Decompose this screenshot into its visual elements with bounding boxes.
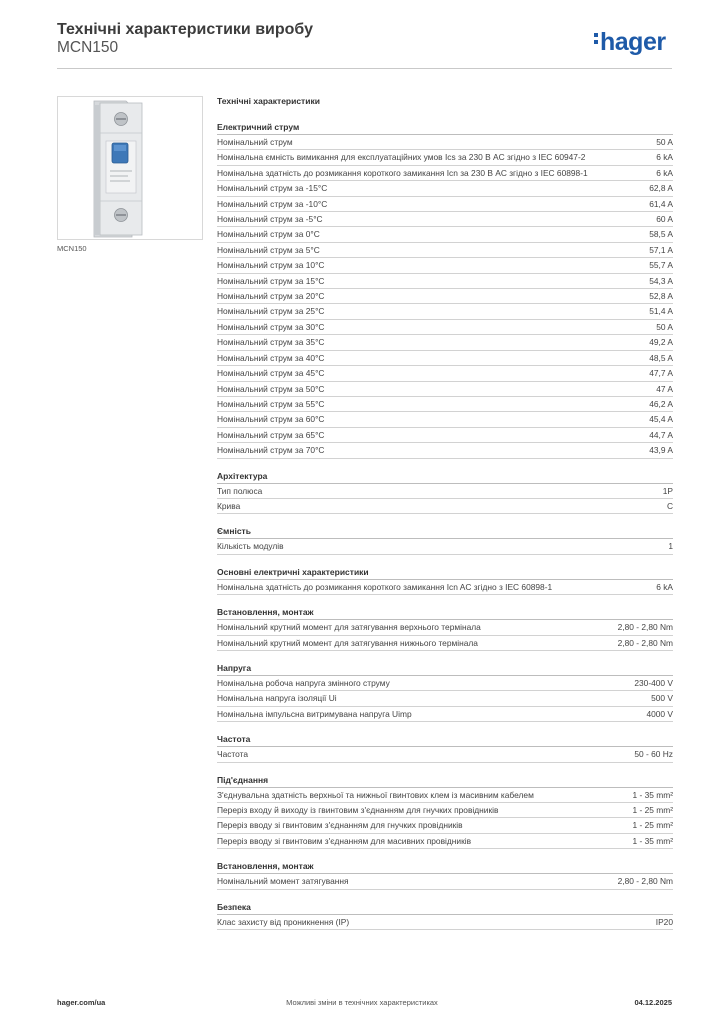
spec-row [217, 351, 673, 366]
spec-label: Номінальна здатність до розмикання короткого замикання Icn за 230 В AC згідно з IEC 60898-1 [217, 167, 588, 178]
spec-label: Клас захисту від проникнення (IP) [217, 916, 350, 927]
spec-row [217, 484, 673, 499]
spec-section [217, 471, 673, 515]
footer-date: 04.12.2025 [634, 998, 672, 1007]
spec-row [217, 150, 673, 165]
section-title: Електричний струм [217, 122, 673, 135]
spec-label: Номінальний струм за 20°C [217, 291, 325, 302]
spec-label: Номінальна робоча напруга змінного струму [217, 677, 390, 688]
spec-value: 49,2 A [649, 337, 673, 348]
spec-value: 44,7 A [649, 429, 673, 440]
logo-colon-icon [594, 33, 598, 47]
spec-row [217, 135, 673, 150]
header-divider [57, 68, 672, 69]
spec-label: Номінальний струм за 25°C [217, 306, 325, 317]
spec-row [217, 243, 673, 258]
section-title: Основні електричні характеристики [217, 567, 673, 580]
spec-section [217, 775, 673, 850]
spec-value: 43,9 A [649, 445, 673, 456]
spec-row [217, 539, 673, 554]
product-image [57, 96, 203, 240]
spec-value: 230-400 V [634, 677, 673, 688]
spec-label: Номінальний струм за 50°C [217, 383, 325, 394]
spec-value: 1 - 25 mm² [632, 820, 673, 831]
logo-text: hager [600, 28, 666, 56]
spec-section [217, 526, 673, 554]
spec-row [217, 707, 673, 722]
spec-row [217, 197, 673, 212]
spec-row [217, 636, 673, 651]
spec-value: 2,80 - 2,80 Nm [617, 876, 673, 887]
spec-value: 4000 V [646, 708, 673, 719]
spec-row [217, 166, 673, 181]
spec-row [217, 227, 673, 242]
spec-row [217, 428, 673, 443]
spec-row [217, 499, 673, 514]
spec-row [217, 874, 673, 889]
spec-value: 50 A [656, 137, 673, 147]
spec-value: IP20 [655, 916, 673, 927]
spec-row [217, 676, 673, 691]
spec-value: 6 kA [656, 167, 673, 178]
spec-section [217, 122, 673, 459]
spec-label: Номінальний струм за 10°C [217, 260, 325, 271]
spec-value: 50 - 60 Hz [634, 749, 673, 760]
section-title: Ємність [217, 526, 673, 539]
spec-value: 60 A [656, 214, 673, 225]
spec-label: Крива [217, 500, 241, 511]
page-title: Технічні характеристики виробу [57, 21, 313, 38]
specs-heading: Технічні характеристики [217, 96, 320, 106]
spec-row [217, 258, 673, 273]
spec-row [217, 212, 673, 227]
spec-row [217, 382, 673, 397]
spec-label: Номінальний струм за -10°C [217, 198, 328, 209]
spec-label: Номінальна імпульсна витримувана напруга Uimp [217, 708, 412, 719]
spec-row [217, 335, 673, 350]
footer-note: Можливі зміни в технічних характеристиках [286, 998, 438, 1007]
spec-label: Номінальний крутний момент для затягування нижнього термінала [217, 637, 478, 648]
spec-value: 1 - 25 mm² [632, 805, 673, 815]
spec-row [217, 397, 673, 412]
spec-value: 6 kA [656, 581, 673, 592]
spec-value: 46,2 A [649, 398, 673, 409]
spec-row [217, 580, 673, 595]
spec-row [217, 443, 673, 458]
spec-label: Номінальний струм за 60°C [217, 414, 325, 425]
spec-value: 2,80 - 2,80 Nm [617, 637, 673, 648]
spec-row [217, 181, 673, 196]
spec-label: Номінальний крутний момент для затягування верхнього термінала [217, 622, 481, 633]
spec-value: 51,4 A [649, 306, 673, 317]
spec-value: 58,5 A [649, 229, 673, 240]
section-title: Встановлення, монтаж [217, 861, 673, 874]
spec-value: 47 A [656, 383, 673, 394]
spec-row [217, 818, 673, 833]
section-title: Під'єднання [217, 775, 673, 788]
spec-row [217, 274, 673, 289]
spec-label: Номінальний струм за 15°C [217, 275, 325, 286]
section-title: Частота [217, 734, 673, 747]
spec-value: 2,80 - 2,80 Nm [617, 622, 673, 633]
spec-row [217, 803, 673, 818]
spec-section [217, 663, 673, 722]
spec-row [217, 289, 673, 304]
section-title: Безпека [217, 902, 673, 915]
circuit-breaker-icon [58, 97, 202, 239]
spec-value: 55,7 A [649, 260, 673, 271]
spec-section [217, 861, 673, 889]
spec-label: Номінальний струм за -5°C [217, 214, 323, 225]
spec-row [217, 304, 673, 319]
spec-row [217, 915, 673, 930]
spec-section [217, 567, 673, 595]
spec-value: 52,8 A [649, 291, 673, 302]
spec-row [217, 691, 673, 706]
spec-label: Переріз входу й виходу із гвинтовим з'єднанням для гнучких провідників [217, 805, 499, 815]
spec-label: Номінальний струм за 5°C [217, 244, 320, 255]
spec-row [217, 747, 673, 762]
spec-label: Тип полюса [217, 485, 263, 496]
spec-section [217, 607, 673, 651]
spec-value: 45,4 A [649, 414, 673, 425]
specifications-table [217, 96, 673, 942]
spec-label: Номінальний струм за 30°C [217, 321, 325, 332]
spec-value: 50 A [656, 321, 673, 332]
spec-label: Номінальний струм за -15°C [217, 183, 328, 194]
spec-label: Номінальний струм [217, 137, 293, 147]
spec-label: Переріз вводу зі гвинтовим з'єднанням для масивних провідників [217, 835, 472, 846]
spec-row [217, 320, 673, 335]
section-title: Архітектура [217, 471, 673, 484]
spec-value: 6 kA [656, 152, 673, 163]
page-subtitle: MCN150 [57, 39, 119, 56]
spec-label: Частота [217, 749, 249, 760]
spec-value: 57,1 A [649, 244, 673, 255]
spec-row [217, 834, 673, 849]
spec-label: Номінальна ємність вимикання для експлуатаційних умов Ics за 230 В AC згідно з IEC 60947-2 [217, 152, 586, 163]
spec-label: Номінальна напруга ізоляції Ui [217, 693, 337, 704]
spec-label: Номінальний струм за 55°C [217, 398, 325, 409]
spec-section [217, 902, 673, 930]
section-title: Напруга [217, 663, 673, 676]
spec-row [217, 788, 673, 803]
spec-value: C [666, 500, 673, 511]
spec-label: Номінальний струм за 0°C [217, 229, 320, 240]
spec-label: Номінальний струм за 45°C [217, 368, 325, 379]
product-caption: MCN150 [57, 244, 87, 253]
footer-website-link[interactable]: hager.com/ua [57, 998, 106, 1007]
spec-label: Номінальний момент затягування [217, 876, 349, 887]
spec-label: Переріз вводу зі гвинтовим з'єднанням для гнучких провідників [217, 820, 463, 831]
spec-label: Номінальний струм за 70°C [217, 445, 325, 456]
spec-value: 48,5 A [649, 352, 673, 363]
spec-value: 47,7 A [649, 368, 673, 379]
spec-label: Номінальний струм за 40°C [217, 352, 325, 363]
spec-row [217, 366, 673, 381]
spec-label: Номінальний струм за 65°C [217, 429, 325, 440]
spec-value: 54,3 A [649, 275, 673, 286]
spec-value: 1 - 35 mm² [632, 789, 673, 800]
spec-value: 61,4 A [649, 198, 673, 209]
spec-value: 1P [662, 485, 673, 496]
spec-label: З'єднувальна здатність верхньої та нижньої гвинтових клем із масивним кабелем [217, 789, 534, 800]
section-title: Встановлення, монтаж [217, 607, 673, 620]
spec-label: Номінальна здатність до розмикання короткого замикання Icn AC згідно з IEC 60898-1 [217, 581, 553, 592]
spec-section [217, 734, 673, 762]
spec-value: 500 V [651, 693, 673, 704]
brand-logo[interactable] [594, 28, 666, 57]
spec-value: 1 [668, 541, 673, 552]
spec-value: 1 - 35 mm² [632, 835, 673, 846]
spec-row [217, 412, 673, 427]
spec-value: 62,8 A [649, 183, 673, 194]
spec-label: Кількість модулів [217, 541, 284, 552]
spec-row [217, 620, 673, 635]
spec-label: Номінальний струм за 35°C [217, 337, 325, 348]
